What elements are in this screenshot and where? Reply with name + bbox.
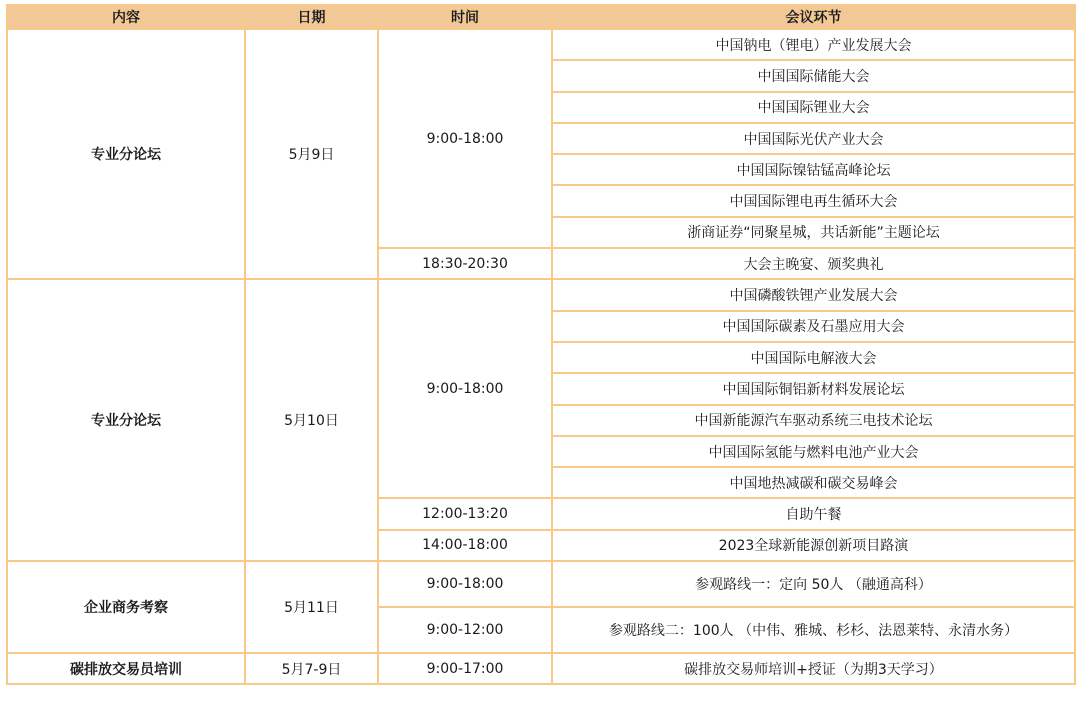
cell-time: 9:00-12:00 bbox=[378, 607, 552, 653]
cell-session: 中国新能源汽车驱动系统三电技术论坛 bbox=[552, 405, 1075, 436]
cell-session: 中国国际氢能与燃料电池产业大会 bbox=[552, 436, 1075, 467]
cell-content: 专业分论坛 bbox=[7, 29, 245, 279]
conference-schedule-table bbox=[6, 4, 1076, 685]
cell-session: 中国磷酸铁锂产业发展大会 bbox=[552, 279, 1075, 310]
cell-time: 9:00-18:00 bbox=[378, 279, 552, 498]
cell-content: 专业分论坛 bbox=[7, 279, 245, 561]
cell-session: 中国地热减碳和碳交易峰会 bbox=[552, 467, 1075, 498]
cell-time: 14:00-18:00 bbox=[378, 530, 552, 561]
cell-session: 参观路线一：定向 50人 （融通高科） bbox=[552, 561, 1075, 607]
cell-date: 5月10日 bbox=[245, 279, 378, 561]
cell-time: 9:00-18:00 bbox=[378, 29, 552, 248]
cell-session: 碳排放交易师培训+授证（为期3天学习） bbox=[552, 653, 1075, 684]
cell-session: 中国国际电解液大会 bbox=[552, 342, 1075, 373]
cell-session: 中国国际铜铝新材料发展论坛 bbox=[552, 373, 1075, 404]
table-row bbox=[7, 279, 1075, 310]
cell-session: 中国国际储能大会 bbox=[552, 60, 1075, 91]
cell-content: 碳排放交易员培训 bbox=[7, 653, 245, 684]
cell-time: 9:00-17:00 bbox=[378, 653, 552, 684]
cell-content: 企业商务考察 bbox=[7, 561, 245, 653]
cell-session: 中国国际锂电再生循环大会 bbox=[552, 185, 1075, 216]
header-session: 会议环节 bbox=[552, 5, 1075, 29]
schedule-container bbox=[6, 4, 1074, 685]
cell-date: 5月11日 bbox=[245, 561, 378, 653]
cell-session: 大会主晚宴、颁奖典礼 bbox=[552, 248, 1075, 279]
cell-time: 9:00-18:00 bbox=[378, 561, 552, 607]
table-row bbox=[7, 29, 1075, 60]
cell-session: 浙商证券“同聚星城，共话新能”主题论坛 bbox=[552, 217, 1075, 248]
header-date: 日期 bbox=[245, 5, 378, 29]
cell-time: 12:00-13:20 bbox=[378, 498, 552, 529]
cell-session: 中国国际光伏产业大会 bbox=[552, 123, 1075, 154]
cell-date: 5月7-9日 bbox=[245, 653, 378, 684]
table-body bbox=[7, 29, 1075, 684]
cell-session: 2023全球新能源创新项目路演 bbox=[552, 530, 1075, 561]
table-row bbox=[7, 653, 1075, 684]
cell-session: 自助午餐 bbox=[552, 498, 1075, 529]
cell-session: 中国国际镍钴锰高峰论坛 bbox=[552, 154, 1075, 185]
cell-time: 18:30-20:30 bbox=[378, 248, 552, 279]
cell-session: 中国钠电（锂电）产业发展大会 bbox=[552, 29, 1075, 60]
table-header-row bbox=[7, 5, 1075, 29]
table-row bbox=[7, 561, 1075, 607]
cell-date: 5月9日 bbox=[245, 29, 378, 279]
cell-session: 中国国际碳素及石墨应用大会 bbox=[552, 311, 1075, 342]
header-content: 内容 bbox=[7, 5, 245, 29]
cell-session: 参观路线二：100人 （中伟、雅城、杉杉、法恩莱特、永清水务） bbox=[552, 607, 1075, 653]
header-time: 时间 bbox=[378, 5, 552, 29]
cell-session: 中国国际锂业大会 bbox=[552, 92, 1075, 123]
